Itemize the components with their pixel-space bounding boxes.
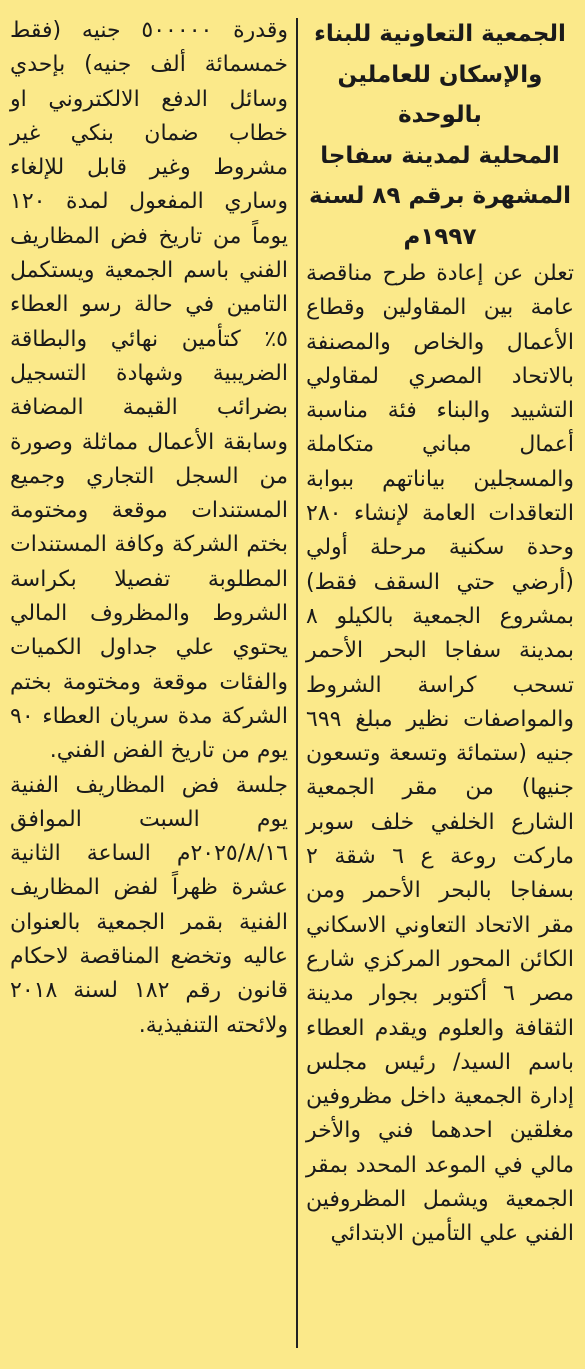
heading-line: الجمعية التعاونية للبناء [314, 21, 566, 47]
column-divider [296, 18, 298, 1348]
heading-line: المحلية لمدينة سفاجا [320, 142, 560, 169]
announcement-heading [306, 14, 574, 257]
left-column [10, 14, 288, 1043]
heading-line: والإسكان للعاملين بالوحدة [337, 61, 543, 128]
right-column [306, 14, 574, 1252]
announcement-body: تعلن عن إعادة طرح مناقصة عامة بين المقاولين وقطاع الأعمال والخاص والمصنفة بالاتحاد المصري لمقاولي التشييد والبناء فئة مناسبة أعمال مباني متكاملة والمسجلين بياناتهم ببوابة التعاقدات العامة لإنشاء ٢٨٠ وحدة سكنية مرحلة أولي (أرضي حتي السقف فقط) بمشروع الجمعية بالكيلو ٨ بمدينة سفاجا البحر الأحمر تسحب كراسة الشروط والمواصفات نظير مبلغ ٦٩٩ جنيه (ستمائة وتسعة وتسعون جنيها) من مقر الجمعية الشارع الخلفي خلف سوبر ماركت روعة ع ٦ شقة ٢ بسفاجا بالبحر الأحمر ومن مقر الاتحاد التعاوني الاسكاني الكائن المحور المركزي شارع مصر ٦ أكتوبر بجوار مدينة الثقافة والعلوم ويقدم العطاء باسم السيد/ رئيس مجلس إدارة الجمعية داخل مظروفين مغلقين احدهما فني والأخر مالي في الموعد المحدد بمقر الجمعية ويشمل المظروفين الفني علي التأمين الابتدائي [306, 261, 574, 1247]
heading-line: المشهرة برقم ٨٩ لسنة ١٩٩٧م [309, 183, 571, 250]
guarantee-paragraph: وقدرة ٥٠٠٠٠٠ جنيه (فقط خمسمائة ألف جنيه) بإحدي وسائل الدفع الالكتروني او خطاب ضمان بنكي غير مشروط وغير قابل للإلغاء وساري المفعول لمدة ١٢٠ يوماً من تاريخ فض المظاريف الفني باسم الجمعية ويستكمل التامين في حالة رسو العطاء ٥٪ كتأمين نهائي والبطاقة الضريبية وشهادة التسجيل بضرائب القيمة المضافة وسابقة الأعمال مماثلة وصورة من السجل التجاري وجميع المستندات موقعة ومختومة بختم الشركة وكافة المستندات المطلوبة تفصيلا بكراسة الشروط والمظروف المالي يحتوي علي جداول الكميات والفئات موقعة ومختومة بختم الشركة مدة سريان العطاء ٩٠ يوم من تاريخ الفض الفني. [10, 18, 288, 764]
session-paragraph: جلسة فض المظاريف الفنية يوم السبت الموافق ٢٠٢٥/٨/١٦م الساعة الثانية عشرة ظهراً لفض المظاريف الفنية بقمر الجمعية بالعنوان عاليه وتخضع المناقصة لاحكام قانون رقم ١٨٢ لسنة ٢٠١٨ ولائحته التنفيذية. [10, 772, 288, 1038]
